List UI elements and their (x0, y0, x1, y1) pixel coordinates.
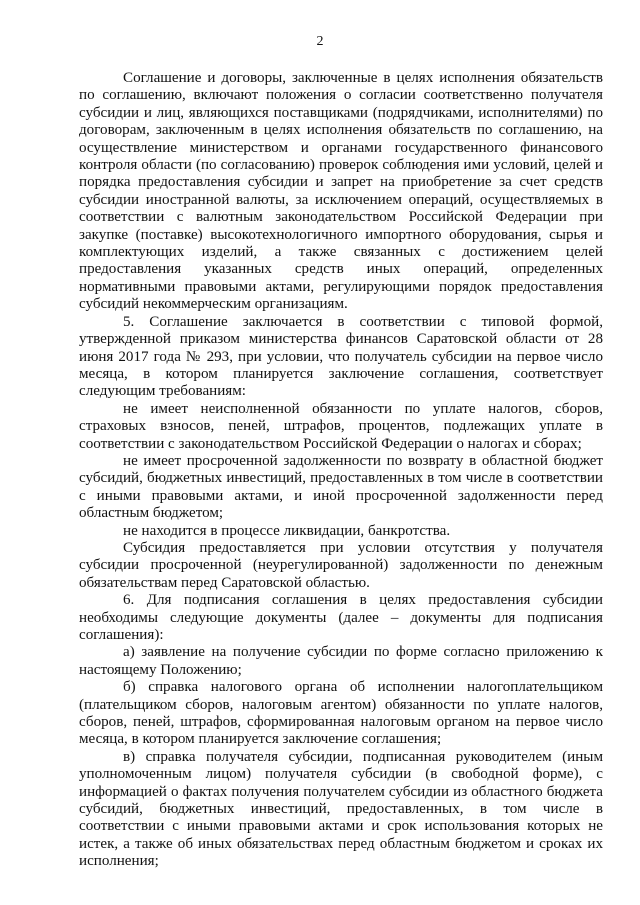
requirement-no-liquidation: не находится в процессе ликвидации, банкротства. (123, 522, 451, 539)
page-number: 2 (316, 34, 324, 49)
requirement-no-tax-debt: не имеет неисполненной обязанности по уплате налогов, сборов, страховых взносов, пеней, штрафов, процентов, подлежащих уплате в соответствии с законодательством Российской Федерации о налогах и сборах; (79, 400, 603, 452)
paragraph-subsidy-condition: Субсидия предоставляется при условии отсутствия у получателя субсидии просроченной (неурегулированной) задолженности по денежным обязательствам перед Саратовской областью. (79, 539, 603, 591)
paragraph-5: 5. Соглашение заключается в соответствии с типовой формой, утвержденной приказом министерства финансов Саратовской области от 28 июня 2017 года № 293, при условии, что получатель субсидии на первое число месяца, в котором планируется заключение соглашения, соответствует следующим требованиям: (79, 313, 603, 400)
paragraph-agreement-terms: Соглашение и договоры, заключенные в целях исполнения обязательств по соглашению, включают положения о согласии соответственно получателя субсидии и лиц, являющихся поставщиками (подрядчиками, исполнителями) по договорам, заключенным в целях исполнения обязательств по соглашению, на осуществление министерством и органами государственного финансового контроля области (по согласованию) проверок соблюдения ими условий, целей и порядка предоставления субсидии и запрет на приобретение за счет средств субсидии иностранной валюты, за исключением операций, осуществляемых в соответствии с валютным законодательством Российской Федерации при закупке (поставке) высокотехнологичного импортного оборудования, сырья и комплектующих изделий, а также связанных с достижением целей предоставления указанных средств иных операций, определенных нормативными правовыми актами, регулирующими порядок предоставления субсидий некоммерческим организациям. (79, 70, 603, 313)
document-item-v: в) справка получателя субсидии, подписанная руководителем (иным уполномоченным лицом) получателя субсидии (в свободной форме), с информацией о фактах получения получателем субсидии из областного бюджета субсидий, бюджетных инвестиций, предоставленных, в том числе в соответствии с иными правовыми актами и срок использования которых не истек, а также об иных обязательствах перед областным бюджетом и сроках их исполнения; (79, 748, 603, 870)
paragraph-6: 6. Для подписания соглашения в целях предоставления субсидии необходимы следующие документы (далее – документы для подписания соглашения): (79, 592, 603, 643)
document-body (79, 70, 603, 871)
document-item-a: а) заявление на получение субсидии по форме согласно приложению к настоящему Положению; (79, 644, 603, 678)
document-item-b: б) справка налогового органа об исполнении налогоплательщиком (плательщиком сборов, налоговым агентом) обязанности по уплате налогов, сборов, пеней, штрафов, сформированная налоговым органом на первое число месяца, в котором планируется заключение соглашения; (79, 679, 603, 748)
requirement-no-overdue-debt: не имеет просроченной задолженности по возврату в областной бюджет субсидий, бюджетных инвестиций, предоставленных в том числе в соответствии с иными правовыми актами, и иной просроченной задолженности перед областным бюджетом; (79, 452, 603, 522)
